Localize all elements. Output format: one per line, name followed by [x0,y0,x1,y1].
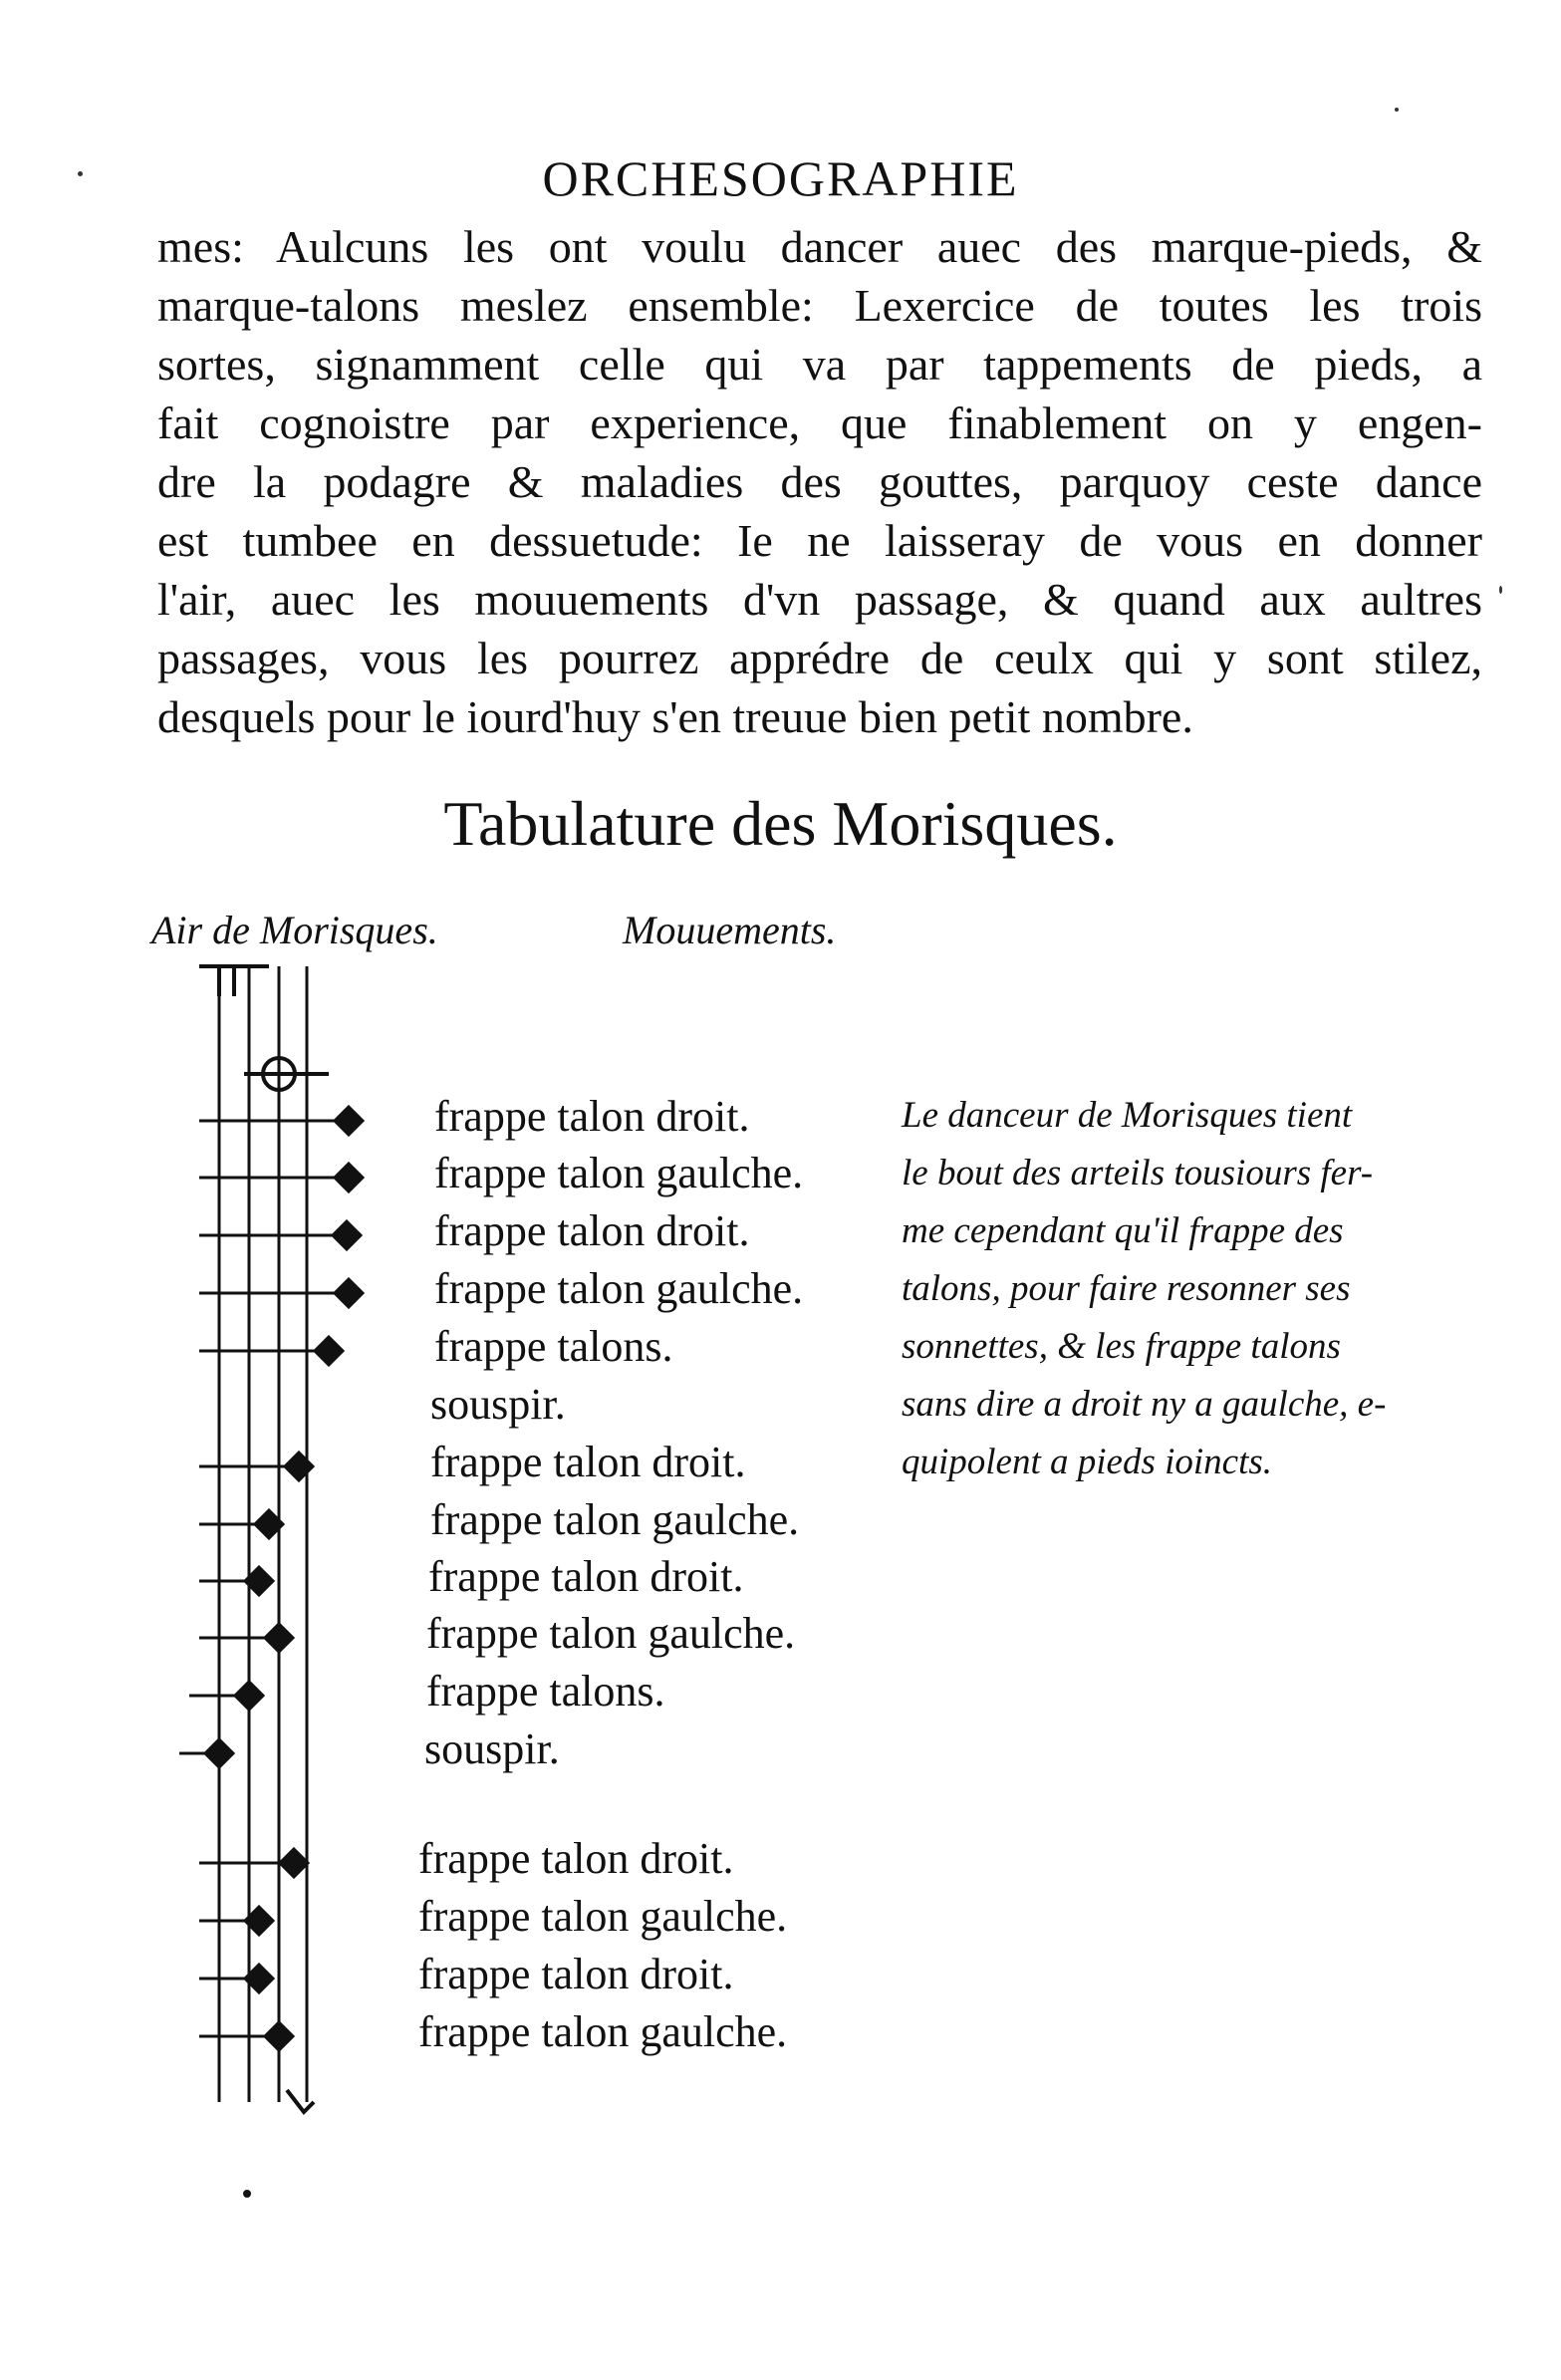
note-diamond [235,1682,263,1710]
note-diamond [335,1164,363,1191]
movement-line: frappe talon gaulche. [434,1264,804,1313]
movement-line: frappe talon droit. [434,1206,750,1255]
note-diamond [265,2022,293,2050]
paragraph-line: desquels pour le iourd'huy s'en treuue bien petit nombre. [157,691,1193,742]
side-note-line: le bout des arteils tousiours fer- [902,1153,1374,1193]
movement-line: souspir. [424,1724,560,1773]
note-diamond [265,1624,293,1652]
mouvements-column-header: Mouuements. [623,908,837,952]
paragraph-line: mes: Aulcuns les ont voulu dancer auec des marque-pieds, & [157,221,1482,272]
movement-line: frappe talon droit. [430,1438,746,1486]
movement-line: frappe talon gaulche. [430,1495,800,1544]
paragraph-line: passages, vous les pourrez apprédre de ceulx qui y sont stilez, [157,633,1482,683]
movement-line: souspir. [430,1380,566,1429]
movement-line: frappe talon droit. [428,1552,744,1601]
movement-line: frappe talons. [434,1322,673,1371]
ink-speck [243,2190,251,2198]
note-diamond [335,1279,363,1307]
paragraph-line: sortes, signamment celle qui va par tappements de pieds, a [157,339,1482,390]
side-note-line: Le danceur de Morisques tient [902,1095,1353,1136]
movement-line: frappe talon gaulche. [426,1609,796,1658]
note-diamond [333,1221,361,1249]
note-diamond [335,1107,363,1135]
paragraph-line: fait cognoistre par experience, que finablement on y engen- [157,397,1482,448]
side-note-line: sans dire a droit ny a gaulche, e- [902,1384,1387,1425]
side-note-line: quipolent a pieds ioincts. [902,1442,1273,1482]
ink-speck [78,171,83,176]
movement-line: frappe talon gaulche. [418,2007,788,2056]
section-title: Tabulature des Morisques. [443,788,1118,859]
side-note-line: sonnettes, & les frappe talons [902,1326,1341,1367]
paragraph-line: l'air, auec les mouuements d'vn passage, & quand aux aultres [157,574,1482,625]
side-note-line: talons, pour faire resonner ses [902,1268,1351,1309]
movement-line: frappe talon droit. [434,1092,750,1141]
movement-line: frappe talon droit. [418,1950,734,1998]
movement-line: frappe talon droit. [418,1834,734,1883]
running-head: ORCHESOGRAPHIE [542,150,1019,206]
body-paragraph [157,217,1482,746]
ink-speck [1499,586,1502,594]
note-diamond [315,1337,343,1365]
paragraph-line: dre la podagre & maladies des gouttes, parquoy ceste dance [157,456,1482,507]
note-diamond [280,1849,308,1877]
ink-speck [1395,108,1399,112]
side-note-line: me cependant qu'il frappe des [902,1210,1344,1251]
paragraph-line: marque-talons meslez ensemble: Lexercice de toutes les trois [157,280,1482,331]
movement-line: frappe talon gaulche. [418,1892,788,1941]
note-diamond [285,1453,313,1480]
tabulature-staff [179,956,398,2132]
movement-line: frappe talon gaulche. [434,1149,804,1197]
movement-line: frappe talons. [426,1667,665,1716]
air-column-header: Air de Morisques. [151,908,438,952]
note-diamond [205,1739,233,1767]
paragraph-line: est tumbee en dessuetude: Ie ne laisseray de vous en donner [157,515,1482,566]
